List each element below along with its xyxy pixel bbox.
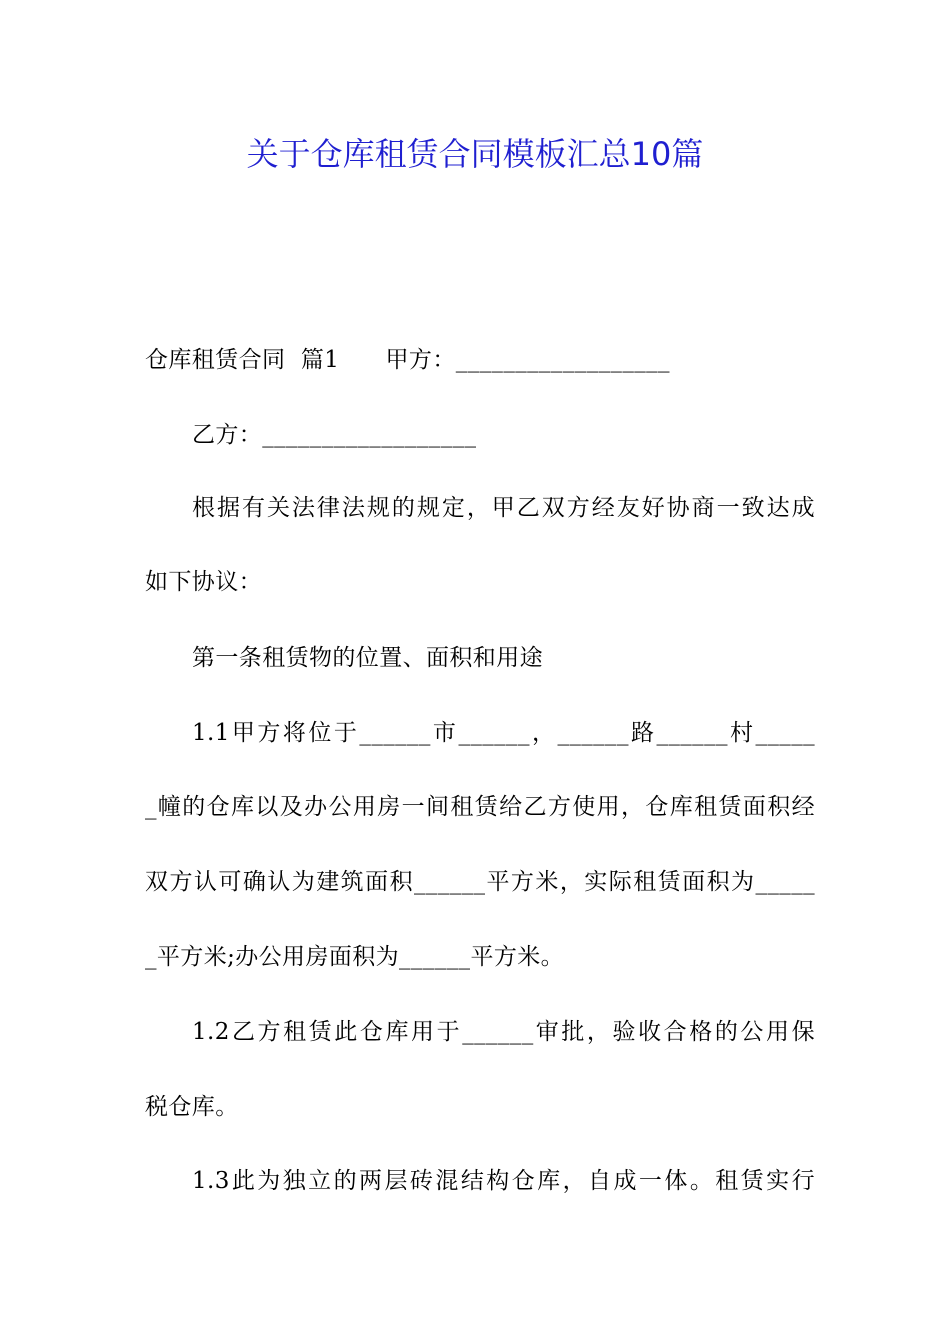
paragraph-line: 1.3此为独立的两层砖混结构仓库，自成一体。租赁实行	[192, 1168, 815, 1194]
contract-heading-party-a: 仓库租赁合同 篇1 甲方：__________________	[145, 347, 670, 373]
paragraph-line: _平方米;办公用房面积为______平方米。	[145, 944, 565, 970]
paragraph-line: 1.1甲方将位于______市______，______路______村_____	[192, 720, 815, 746]
section-heading: 第一条租赁物的位置、面积和用途	[192, 645, 543, 671]
party-b-line: 乙方：__________________	[192, 422, 477, 448]
paragraph-line: 双方认可确认为建筑面积______平方米，实际租赁面积为_____	[145, 869, 815, 895]
paragraph-line: _幢的仓库以及办公用房一间租赁给乙方使用，仓库租赁面积经	[145, 794, 815, 820]
document-title: 关于仓库租赁合同模板汇总10篇	[246, 135, 704, 173]
paragraph-line: 税仓库。	[145, 1094, 239, 1120]
paragraph-line: 1.2乙方租赁此仓库用于______审批，验收合格的公用保	[192, 1019, 815, 1045]
paragraph-line: 如下协议：	[145, 569, 262, 595]
paragraph-line: 根据有关法律法规的规定，甲乙双方经友好协商一致达成	[192, 495, 815, 521]
